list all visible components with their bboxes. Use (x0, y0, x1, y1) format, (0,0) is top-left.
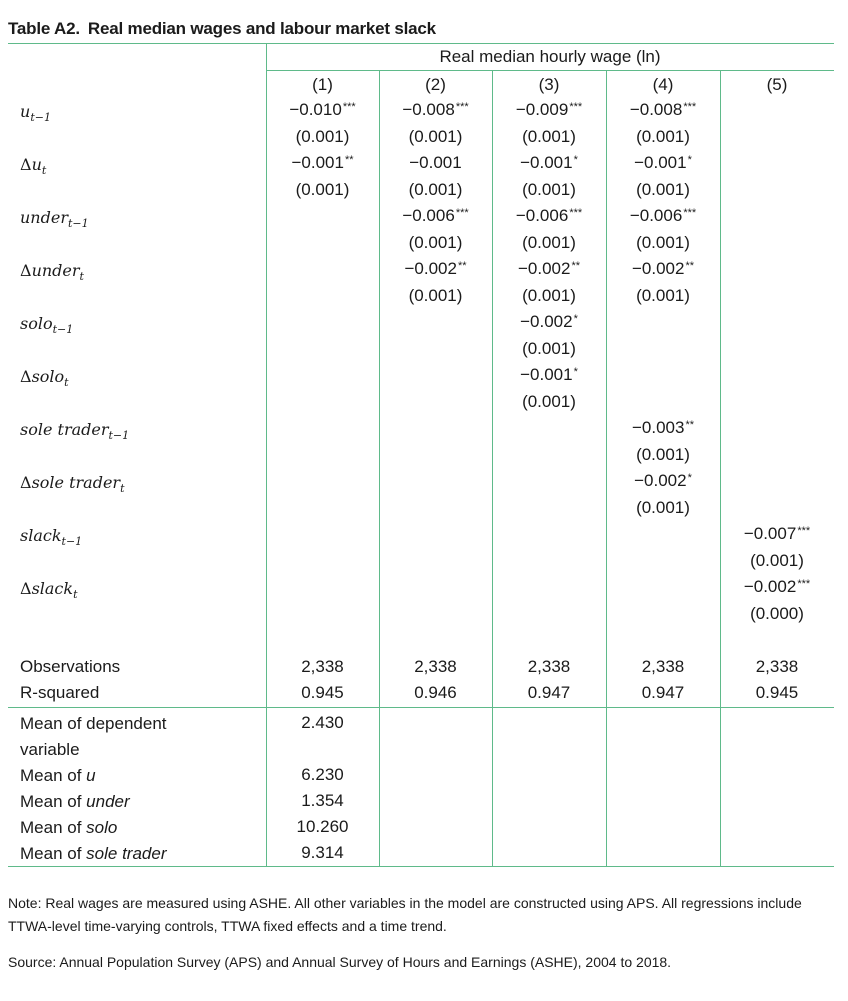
significance-stars: ** (344, 154, 354, 166)
mean-prefix: Mean of dependent (20, 714, 167, 733)
mean-variable: under (86, 792, 130, 811)
significance-stars: *** (797, 525, 811, 537)
variable-label (20, 579, 78, 601)
variable-label (20, 314, 73, 336)
coefficient: −0.010 (289, 100, 342, 119)
mean-prefix: Mean of (20, 766, 87, 785)
mean-value: 1.354 (301, 791, 344, 810)
mean-label (20, 841, 166, 867)
column-divider (720, 70, 721, 866)
stat-value: 0.946 (414, 683, 457, 702)
significance-stars: *** (342, 101, 356, 113)
stat-label: R-squared (20, 683, 100, 702)
delta-symbol: Δ (20, 367, 32, 386)
variable-name: sole trader (20, 420, 109, 439)
mean-prefix: Mean of (20, 844, 87, 863)
coefficient-cell (720, 524, 834, 544)
coefficient: −0.002 (631, 259, 685, 278)
variable-name: slack (31, 579, 74, 598)
coefficient: −0.007 (743, 524, 797, 543)
coefficient-cell (720, 577, 834, 597)
column-number: (1) (312, 75, 333, 94)
coefficient: −0.002 (743, 577, 797, 596)
variable-name: sole trader (31, 473, 121, 492)
coefficient-cell (492, 100, 606, 120)
variable-subscript: t (41, 164, 47, 177)
table-title (8, 19, 436, 39)
coefficient: −0.001 (520, 153, 573, 172)
variable-subscript: t (120, 482, 125, 495)
mean-label (20, 789, 130, 815)
significance-stars: *** (797, 578, 811, 590)
coefficient: −0.003 (631, 418, 685, 437)
mean-value: 10.260 (296, 817, 349, 836)
delta-symbol: Δ (20, 579, 32, 598)
delta-symbol: Δ (20, 261, 32, 280)
mean-label (20, 711, 167, 763)
coefficient-cell (606, 100, 720, 120)
coefficient: −0.002 (634, 471, 687, 490)
column-number: (4) (652, 75, 674, 94)
stat-value: 2,338 (527, 657, 571, 676)
mean-prefix: Mean of (20, 818, 87, 837)
stat-label: Observations (20, 657, 121, 676)
coefficient: −0.001 (634, 153, 687, 172)
standard-error: (0.001) (408, 180, 463, 199)
coefficient-cell (492, 153, 606, 173)
header-rule (266, 70, 834, 71)
standard-error: (0.001) (750, 551, 804, 570)
variable-subscript: t (73, 588, 78, 601)
coefficient-cell (606, 153, 720, 173)
standard-error: (0.001) (522, 286, 576, 305)
coefficient: −0.002 (404, 259, 457, 278)
significance-stars: * (573, 154, 578, 166)
table-label: Table A2. (8, 19, 80, 38)
variable-subscript: t−1 (61, 535, 83, 548)
column-number: (5) (766, 75, 788, 94)
top-rule (8, 43, 834, 44)
standard-error: (0.001) (636, 445, 690, 464)
stat-value: 0.947 (641, 683, 685, 702)
mean-prefix: Mean of (20, 792, 87, 811)
standard-error: (0.001) (522, 180, 576, 199)
significance-stars: *** (569, 101, 583, 113)
variable-label (20, 261, 84, 283)
stat-value: 0.947 (527, 683, 571, 702)
mean-label (20, 763, 96, 789)
significance-stars: ** (571, 260, 581, 272)
variable-subscript: t−1 (108, 429, 130, 442)
stat-value: 0.945 (301, 683, 344, 702)
coefficient: −0.001 (520, 365, 573, 384)
stat-value: 2,338 (641, 657, 685, 676)
standard-error: (0.001) (522, 127, 576, 146)
coefficient: −0.001 (409, 153, 462, 172)
coefficient-cell (606, 471, 720, 491)
mean-variable: u (86, 766, 96, 785)
coefficient: −0.006 (515, 206, 569, 225)
variable-label (20, 155, 46, 177)
coefficient-cell (266, 100, 379, 120)
significance-stars: *** (683, 207, 697, 219)
variable-subscript: t (64, 376, 69, 389)
standard-error: (0.000) (750, 604, 804, 623)
coefficient-cell (492, 365, 606, 385)
significance-stars: ** (685, 419, 695, 431)
standard-error: (0.001) (295, 180, 350, 199)
coefficient: −0.002 (520, 312, 573, 331)
significance-stars: * (687, 472, 692, 484)
delta-symbol: Δ (20, 473, 32, 492)
coefficient-cell (606, 206, 720, 226)
standard-error: (0.001) (636, 286, 690, 305)
significance-stars: *** (569, 207, 583, 219)
standard-error: (0.001) (408, 233, 463, 252)
significance-stars: * (573, 366, 578, 378)
significance-stars: *** (455, 101, 469, 113)
significance-stars: * (573, 313, 578, 325)
mean-label (20, 815, 117, 841)
standard-error: (0.001) (522, 392, 576, 411)
significance-stars: *** (683, 101, 697, 113)
standard-error: (0.001) (636, 180, 690, 199)
mean-value: 2.430 (301, 713, 344, 732)
standard-error: (0.001) (295, 127, 350, 146)
variable-label (20, 208, 89, 230)
standard-error: (0.001) (636, 233, 690, 252)
coefficient-cell (379, 153, 492, 173)
variable-label (20, 367, 69, 389)
variable-name: u (31, 155, 42, 174)
table-note: Note: Real wages are measured using ASHE. All other variables in the model are constructed using APS. All regressions include TTWA-level time-varying controls, TTWA fixed effects and a time trend. (8, 895, 802, 934)
mean-prefix-line2: variable (20, 740, 80, 759)
variable-subscript: t−1 (67, 217, 89, 230)
coefficient-cell (492, 206, 606, 226)
delta-symbol: Δ (20, 155, 32, 174)
coefficient-cell (379, 206, 492, 226)
stat-value: 2,338 (414, 657, 457, 676)
mean-value: 6.230 (301, 765, 344, 784)
variable-name: under (20, 208, 68, 227)
table-source: Source: Annual Population Survey (APS) and Annual Survey of Hours and Earnings (ASHE), 2004 to 2018. (8, 954, 672, 970)
standard-error: (0.001) (522, 339, 576, 358)
variable-subscript: t−1 (52, 323, 74, 336)
mean-variable: sole trader (86, 844, 167, 863)
mean-variable: solo (86, 818, 118, 837)
standard-error: (0.001) (636, 498, 690, 517)
dependent-variable-header: Real median hourly wage (ln) (439, 47, 661, 66)
coefficient-cell (266, 153, 379, 173)
coefficient: −0.001 (291, 153, 344, 172)
stat-value: 0.945 (755, 683, 799, 702)
coefficient-cell (379, 259, 492, 279)
coefficient: −0.009 (515, 100, 569, 119)
variable-label (20, 420, 129, 442)
variable-name: slack (20, 526, 62, 545)
variable-name: solo (31, 367, 65, 386)
significance-stars: ** (685, 260, 695, 272)
coefficient-cell (606, 259, 720, 279)
mean-value: 9.314 (301, 843, 344, 862)
standard-error: (0.001) (408, 286, 463, 305)
variable-name: under (31, 261, 80, 280)
standard-error: (0.001) (522, 233, 576, 252)
stat-value: 2,338 (755, 657, 799, 676)
variable-name: solo (20, 314, 53, 333)
column-number: (3) (538, 75, 560, 94)
variable-label (20, 473, 124, 495)
standard-error: (0.001) (408, 127, 463, 146)
significance-stars: * (687, 154, 692, 166)
variable-label (20, 526, 82, 548)
significance-stars: *** (455, 207, 469, 219)
coefficient-cell (492, 259, 606, 279)
variable-label (20, 102, 51, 124)
significance-stars: ** (457, 260, 467, 272)
coefficient: −0.008 (402, 100, 455, 119)
coefficient: −0.008 (629, 100, 683, 119)
coefficient: −0.006 (629, 206, 683, 225)
coefficient: −0.002 (517, 259, 571, 278)
coefficient-cell (606, 418, 720, 438)
variable-subscript: t−1 (30, 111, 51, 124)
stat-value: 2,338 (301, 657, 344, 676)
variable-name: u (20, 102, 31, 121)
standard-error: (0.001) (636, 127, 690, 146)
coefficient-cell (492, 312, 606, 332)
coefficient-cell (379, 100, 492, 120)
coefficient: −0.006 (402, 206, 455, 225)
variable-subscript: t (79, 270, 84, 283)
stats-rule (8, 707, 834, 708)
column-number: (2) (425, 75, 446, 94)
table-title-text: Real median wages and labour market slack (87, 19, 436, 38)
